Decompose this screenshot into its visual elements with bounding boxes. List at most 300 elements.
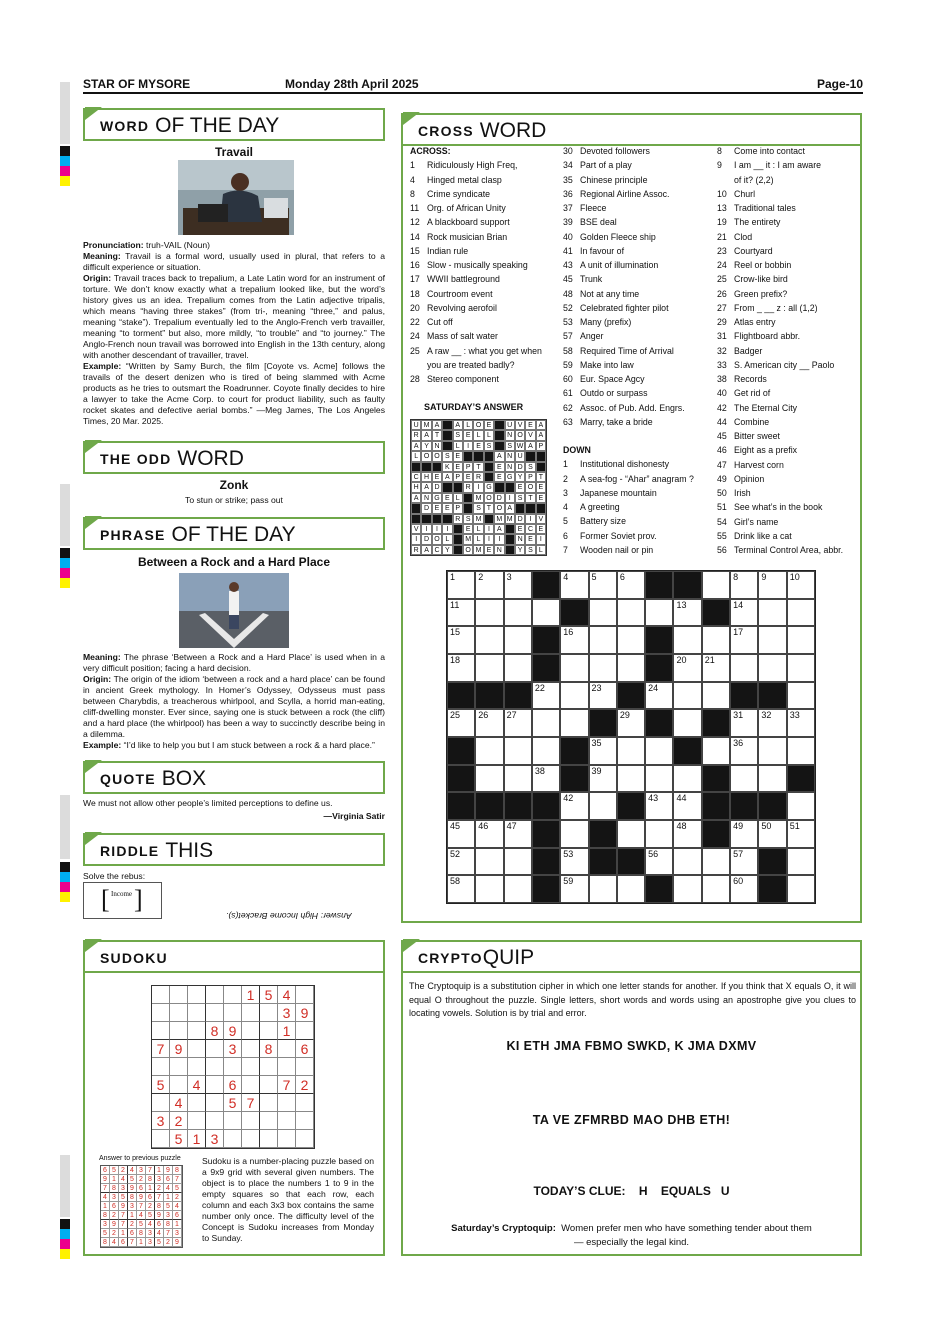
crossword-cell[interactable] [673,792,701,820]
crossword-cell[interactable] [475,709,503,737]
crossword-cell[interactable] [617,820,645,848]
answer-digit: 4 [164,1184,173,1193]
crossword-cell[interactable] [447,626,475,654]
crossword-cell[interactable] [447,654,475,682]
answer-black-square [442,482,452,492]
clue-text: Former Soviet prov. [580,530,657,541]
crossword-cell[interactable] [475,571,503,599]
clue-row [410,315,560,329]
crossword-cell[interactable] [730,848,758,876]
answer-letter: E [432,503,442,513]
answer-letter: I [421,524,431,534]
crossword-cell[interactable] [532,765,560,793]
crossword-cell[interactable] [730,626,758,654]
sudoku-cell[interactable] [278,1094,296,1112]
sudoku-cell[interactable] [278,1112,296,1130]
crossword-cell[interactable] [475,599,503,627]
sudoku-cell[interactable] [188,1058,206,1076]
black-square [758,848,786,876]
phrase-headline: Between a Rock and a Hard Place [137,555,331,569]
answer-letter: I [536,534,546,544]
sudoku-cell[interactable]: 3 [152,1112,170,1130]
sudoku-cell[interactable] [206,986,224,1004]
answer-black-square [442,441,452,451]
sudoku-cell[interactable] [242,1130,260,1148]
sudoku-cell[interactable] [206,1094,224,1112]
crossword-cell[interactable] [560,848,588,876]
crossword-cell[interactable] [504,654,532,682]
sudoku-cell[interactable]: 7 [278,1076,296,1094]
crossword-cell[interactable] [758,737,786,765]
sudoku-cell[interactable]: 5 [260,986,278,1004]
sudoku-cell[interactable] [206,1076,224,1094]
crossword-cell[interactable] [702,571,730,599]
sudoku-cell[interactable] [296,1022,314,1040]
black-square [589,848,617,876]
sudoku-cell[interactable] [152,1004,170,1022]
crossword-cell[interactable] [645,820,673,848]
clue-text: Courtroom event [427,288,493,299]
clue-number: 8 [410,188,415,199]
sudoku-cell[interactable]: 2 [296,1076,314,1094]
clue-number: 11 [410,203,420,213]
sudoku-cell[interactable] [242,1058,260,1076]
sudoku-cell[interactable]: 9 [170,1040,188,1058]
clue-number: 30 [563,146,573,156]
clue-row [563,543,718,557]
sudoku-cell[interactable] [206,1058,224,1076]
crossword-cell[interactable] [475,737,503,765]
crossword-cell[interactable] [532,682,560,710]
sudoku-cell[interactable] [152,986,170,1004]
black-square [673,737,701,765]
sudoku-cell[interactable] [170,986,188,1004]
crossword-cell[interactable] [617,599,645,627]
sudoku-cell[interactable] [188,1022,206,1040]
cell-number: 26 [478,710,489,721]
sudoku-cell[interactable] [224,1058,242,1076]
crossword-cell[interactable] [730,875,758,903]
crossword-cell[interactable] [673,848,701,876]
crossword-cell[interactable] [787,792,815,820]
sudoku-cell[interactable] [224,986,242,1004]
sudoku-cell[interactable] [260,1058,278,1076]
answer-black-square [536,503,546,513]
answer-black-square [505,534,515,544]
answer-black-square [525,451,535,461]
sudoku-cell[interactable]: 5 [152,1076,170,1094]
sudoku-cell[interactable]: 5 [170,1130,188,1148]
crossword-cell[interactable] [447,599,475,627]
crossword-cell[interactable] [730,599,758,627]
crossword-cell[interactable] [787,571,815,599]
sudoku-cell[interactable]: 7 [152,1040,170,1058]
crossword-cell[interactable] [645,792,673,820]
clue-number: 35 [563,174,573,185]
answer-letter: E [525,534,535,544]
crossword-cell[interactable] [673,626,701,654]
sudoku-cell[interactable] [296,1112,314,1130]
crossword-cell[interactable] [447,820,475,848]
crossword-cell[interactable] [447,571,475,599]
crossword-cell[interactable] [673,709,701,737]
answer-letter: D [421,534,431,544]
answer-black-square [442,430,452,440]
clue-row [717,301,859,315]
previous-answer-heading: Answer to previous puzzle [99,1155,181,1162]
clue-number: 10 [717,188,727,199]
black-square [673,571,701,599]
crossword-cell[interactable] [560,654,588,682]
crossword-cell[interactable] [617,654,645,682]
clue-text: Assoc. of Pub. Add. Engrs. [580,402,685,413]
answer-letter: Y [515,545,525,555]
phrase-explanation-text: Meaning: The phrase ‘Between a Rock and a Hard Place’ is used when in a very difficult position; facing a hard decision. Origin: The origin of the idiom ‘between a rock and a hard place’ can be found in ancient Greek mythology. In Homer’s Odyssey, Odysseus must pass between Charybdis, a treacherous whirlpool, and Scylla, a horrid man-eating, cliff-dwelling monster. Ever since, saying one is stuck between a rock (the cliff) and a hard place (the whirlpool) has been a way to succinctly describe being in a dilemma. Example: “I’d like to help you but I am stuck between a rock & a hard place.” [83,652,386,750]
black-square [702,765,730,793]
clue-number: 23 [717,245,727,256]
crossword-cell[interactable] [447,709,475,737]
sudoku-cell[interactable]: 4 [188,1076,206,1094]
cell-number: 52 [450,848,461,859]
crossword-cell[interactable] [702,654,730,682]
sudoku-cell[interactable] [188,1040,206,1058]
sudoku-cell[interactable]: 2 [170,1112,188,1130]
black-square [447,792,475,820]
crossword-cell[interactable] [589,765,617,793]
clue-row [563,201,718,215]
crossword-cell[interactable] [787,626,815,654]
crossword-cell[interactable] [730,709,758,737]
crossword-cell[interactable] [504,875,532,903]
crossword-cell[interactable] [645,848,673,876]
cell-number: 2 [478,572,484,582]
sudoku-cell[interactable]: 6 [224,1076,242,1094]
sudoku-cell[interactable]: 4 [170,1094,188,1112]
sudoku-cell[interactable] [260,1112,278,1130]
answer-digit: 1 [119,1229,128,1238]
sudoku-cell[interactable] [188,986,206,1004]
sudoku-cell[interactable] [242,1076,260,1094]
sudoku-cell[interactable]: 3 [278,1004,296,1022]
crossword-cell[interactable] [560,682,588,710]
black-square [532,820,560,848]
crossword-cell[interactable] [532,709,560,737]
sudoku-cell[interactable] [296,1058,314,1076]
sudoku-cell[interactable]: 9 [224,1022,242,1040]
crossword-cell[interactable] [504,709,532,737]
answer-digit: 3 [164,1211,173,1220]
sudoku-cell[interactable]: 6 [296,1040,314,1058]
black-square [645,654,673,682]
sudoku-cell[interactable] [224,1130,242,1148]
crossword-cell[interactable] [758,599,786,627]
crossword-cell[interactable] [673,765,701,793]
sudoku-cell[interactable] [206,1112,224,1130]
crossword-cell[interactable] [730,765,758,793]
sudoku-cell[interactable] [278,1040,296,1058]
crossword-cell[interactable] [673,599,701,627]
black-square [475,792,503,820]
sudoku-cell[interactable] [242,1004,260,1022]
saturday-answer-heading: SATURDAY’S ANSWER [424,402,524,412]
crossword-cell[interactable] [645,599,673,627]
clue-row [563,230,718,244]
answer-letter: M [463,534,473,544]
clue-number: 49 [717,473,727,484]
sudoku-cell[interactable] [260,1004,278,1022]
answer-letter: T [536,472,546,482]
clue-number: 1 [563,459,568,470]
answer-letter: I [525,514,535,524]
answer-letter: A [442,472,452,482]
clue-row [717,344,859,358]
crossword-cell[interactable] [617,765,645,793]
answer-black-square [463,451,473,461]
sudoku-cell[interactable] [242,1040,260,1058]
cell-number: 5 [591,572,597,582]
crossword-cell[interactable] [702,737,730,765]
sudoku-cell[interactable] [152,1058,170,1076]
crossword-cell[interactable] [758,654,786,682]
crossword-grid[interactable] [446,570,816,904]
crossword-cell[interactable] [475,875,503,903]
crossword-cell[interactable] [504,820,532,848]
crossword-cell[interactable] [673,875,701,903]
answer-letter: O [432,451,442,461]
answer-black-square [463,503,473,513]
answer-letter: V [525,430,535,440]
sudoku-cell[interactable] [188,1004,206,1022]
cell-number: 58 [450,876,461,887]
crossword-cell[interactable] [787,848,815,876]
answer-letter: U [515,451,525,461]
crossword-cell[interactable] [560,820,588,848]
crossword-cell[interactable] [730,571,758,599]
answer-digit: 7 [119,1220,128,1229]
answer-letter: R [411,430,421,440]
crossword-cell[interactable] [504,765,532,793]
crossword-cell[interactable] [475,848,503,876]
sudoku-cell[interactable] [170,1022,188,1040]
clue-text: Eight as a prefix [734,445,798,456]
answer-digit: 4 [155,1229,164,1238]
answer-digit: 3 [146,1229,155,1238]
crossword-cell[interactable] [504,599,532,627]
sudoku-cell[interactable] [296,986,314,1004]
black-square [787,765,815,793]
crossword-cell[interactable] [758,626,786,654]
crossword-cell[interactable] [504,848,532,876]
crossword-cell[interactable] [504,626,532,654]
answer-letter: S [525,462,535,472]
crossword-cell[interactable] [560,709,588,737]
clue-text: Org. of African Unity [427,203,506,213]
crossword-cell[interactable] [617,875,645,903]
clue-row [717,187,859,201]
crossword-cell[interactable] [645,737,673,765]
clue-row [717,415,859,429]
sudoku-cell[interactable]: 1 [188,1130,206,1148]
crossword-cell[interactable] [589,599,617,627]
man-at-crossroads-photo [179,573,289,648]
crossword-cell[interactable] [787,709,815,737]
sudoku-cell[interactable] [278,1130,296,1148]
sudoku-cell[interactable] [206,1040,224,1058]
crossword-cell[interactable] [560,571,588,599]
crossword-cell[interactable] [475,765,503,793]
sudoku-cell[interactable] [278,1058,296,1076]
sudoku-cell[interactable] [170,1004,188,1022]
crossword-cell[interactable] [589,682,617,710]
cell-number: 38 [534,765,545,776]
answer-digit: 7 [137,1202,146,1211]
sudoku-cell[interactable] [152,1130,170,1148]
crossword-cell[interactable] [617,737,645,765]
sudoku-cell[interactable] [188,1112,206,1130]
clue-number: 20 [410,302,420,313]
sudoku-cell[interactable]: 9 [296,1004,314,1022]
sudoku-cell[interactable] [296,1130,314,1148]
sudoku-cell[interactable] [260,1130,278,1148]
sudoku-grid[interactable] [151,985,315,1149]
crossword-cell[interactable] [532,599,560,627]
crossword-cell[interactable] [617,571,645,599]
crossword-cell[interactable] [589,875,617,903]
crossword-cell[interactable] [702,875,730,903]
answer-letter: T [484,503,494,513]
sudoku-cell[interactable] [170,1058,188,1076]
crossword-cell[interactable] [589,654,617,682]
sudoku-cell[interactable] [260,1022,278,1040]
crossword-cell[interactable] [730,654,758,682]
crossword-cell[interactable] [702,848,730,876]
crossword-cell[interactable] [617,626,645,654]
answer-digit: 8 [137,1229,146,1238]
crossword-cell[interactable] [475,820,503,848]
crossword-cell[interactable] [447,875,475,903]
sudoku-cell[interactable]: 1 [242,986,260,1004]
crossword-cell[interactable] [447,848,475,876]
sudoku-cell[interactable] [242,1022,260,1040]
answer-digit: 1 [137,1238,146,1247]
sudoku-cell[interactable] [224,1112,242,1130]
clue-number: 39 [563,217,573,228]
clue-row [563,315,718,329]
sudoku-cell[interactable] [170,1076,188,1094]
crossword-cell[interactable] [589,626,617,654]
crossword-cell[interactable] [758,709,786,737]
sudoku-cell[interactable] [242,1112,260,1130]
crossword-cell[interactable] [758,571,786,599]
sudoku-cell[interactable]: 5 [224,1094,242,1112]
crossword-cell[interactable] [730,737,758,765]
crossword-cell[interactable] [787,682,815,710]
crossword-cell[interactable] [730,820,758,848]
page-number: Page-10 [816,77,863,91]
crossword-cell[interactable] [673,654,701,682]
sudoku-cell[interactable]: 7 [242,1094,260,1112]
clue-text: Fleece [580,203,607,213]
answer-digit: 5 [155,1238,164,1247]
sudoku-cell[interactable] [260,1094,278,1112]
crossword-cell[interactable] [787,875,815,903]
answer-digit: 8 [155,1202,164,1211]
answer-letter: E [536,524,546,534]
sudoku-cell[interactable] [188,1094,206,1112]
crossword-cell[interactable] [645,682,673,710]
crossword-cell[interactable] [589,737,617,765]
answer-digit: 7 [173,1175,182,1184]
crossword-cell[interactable] [504,737,532,765]
sudoku-cell[interactable]: 8 [260,1040,278,1058]
crossword-cell[interactable] [475,626,503,654]
answer-black-square [411,514,421,524]
sudoku-title: SUDOKU [83,940,385,973]
sudoku-cell[interactable]: 8 [206,1022,224,1040]
clue-number: 33 [717,359,727,370]
crossword-cell[interactable] [532,737,560,765]
clue-number: 4 [410,174,415,185]
crossword-cell[interactable] [560,792,588,820]
person-at-laptop-photo [178,160,294,235]
sudoku-cell[interactable] [296,1094,314,1112]
black-square [758,682,786,710]
clue-number: 21 [717,231,727,242]
answer-digit: 8 [128,1193,137,1202]
crossword-cell[interactable] [504,571,532,599]
answer-letter: E [484,420,494,430]
clue-text: Part of a play [580,160,632,171]
sudoku-cell[interactable] [152,1094,170,1112]
clue-row [717,173,859,187]
crossword-cell[interactable] [787,599,815,627]
crossword-cell[interactable] [787,737,815,765]
sudoku-cell[interactable]: 3 [206,1130,224,1148]
crossword-cell[interactable] [673,682,701,710]
crossword-cell[interactable] [702,682,730,710]
crossword-cell[interactable] [560,626,588,654]
sudoku-cell[interactable] [260,1076,278,1094]
crossword-cell[interactable] [589,792,617,820]
sudoku-cell[interactable]: 4 [278,986,296,1004]
answer-letter: I [463,441,473,451]
crossword-cell[interactable] [702,626,730,654]
crossword-cell[interactable] [589,571,617,599]
crossword-cell[interactable] [787,654,815,682]
crossword-cell[interactable] [560,875,588,903]
black-square [730,682,758,710]
crossword-cell[interactable] [758,820,786,848]
sudoku-cell[interactable]: 1 [278,1022,296,1040]
crossword-cell[interactable] [758,765,786,793]
answer-black-square [473,451,483,461]
answer-black-square [484,451,494,461]
odd-word-title: THE ODD WORD [83,441,385,474]
crossword-cell[interactable] [475,654,503,682]
crossword-cell[interactable] [617,709,645,737]
crossword-cell[interactable] [645,765,673,793]
answer-letter: N [421,493,431,503]
crossword-cell[interactable] [673,820,701,848]
answer-letter: P [536,441,546,451]
cryptoquip-instructions: The Cryptoquip is a substitution cipher in which one letter stands for another. If you think that X equals O, it will equal O throughout the puzzle. Single letters, short words and words using an apostrophe give you clues to locating vowels. Solution is by trial and error. [409,981,856,1018]
sudoku-cell[interactable]: 3 [224,1040,242,1058]
sudoku-cell[interactable] [152,1022,170,1040]
sudoku-cell[interactable] [206,1004,224,1022]
sudoku-cell[interactable] [224,1004,242,1022]
crossword-cell[interactable] [787,820,815,848]
answer-digit: 9 [110,1220,119,1229]
